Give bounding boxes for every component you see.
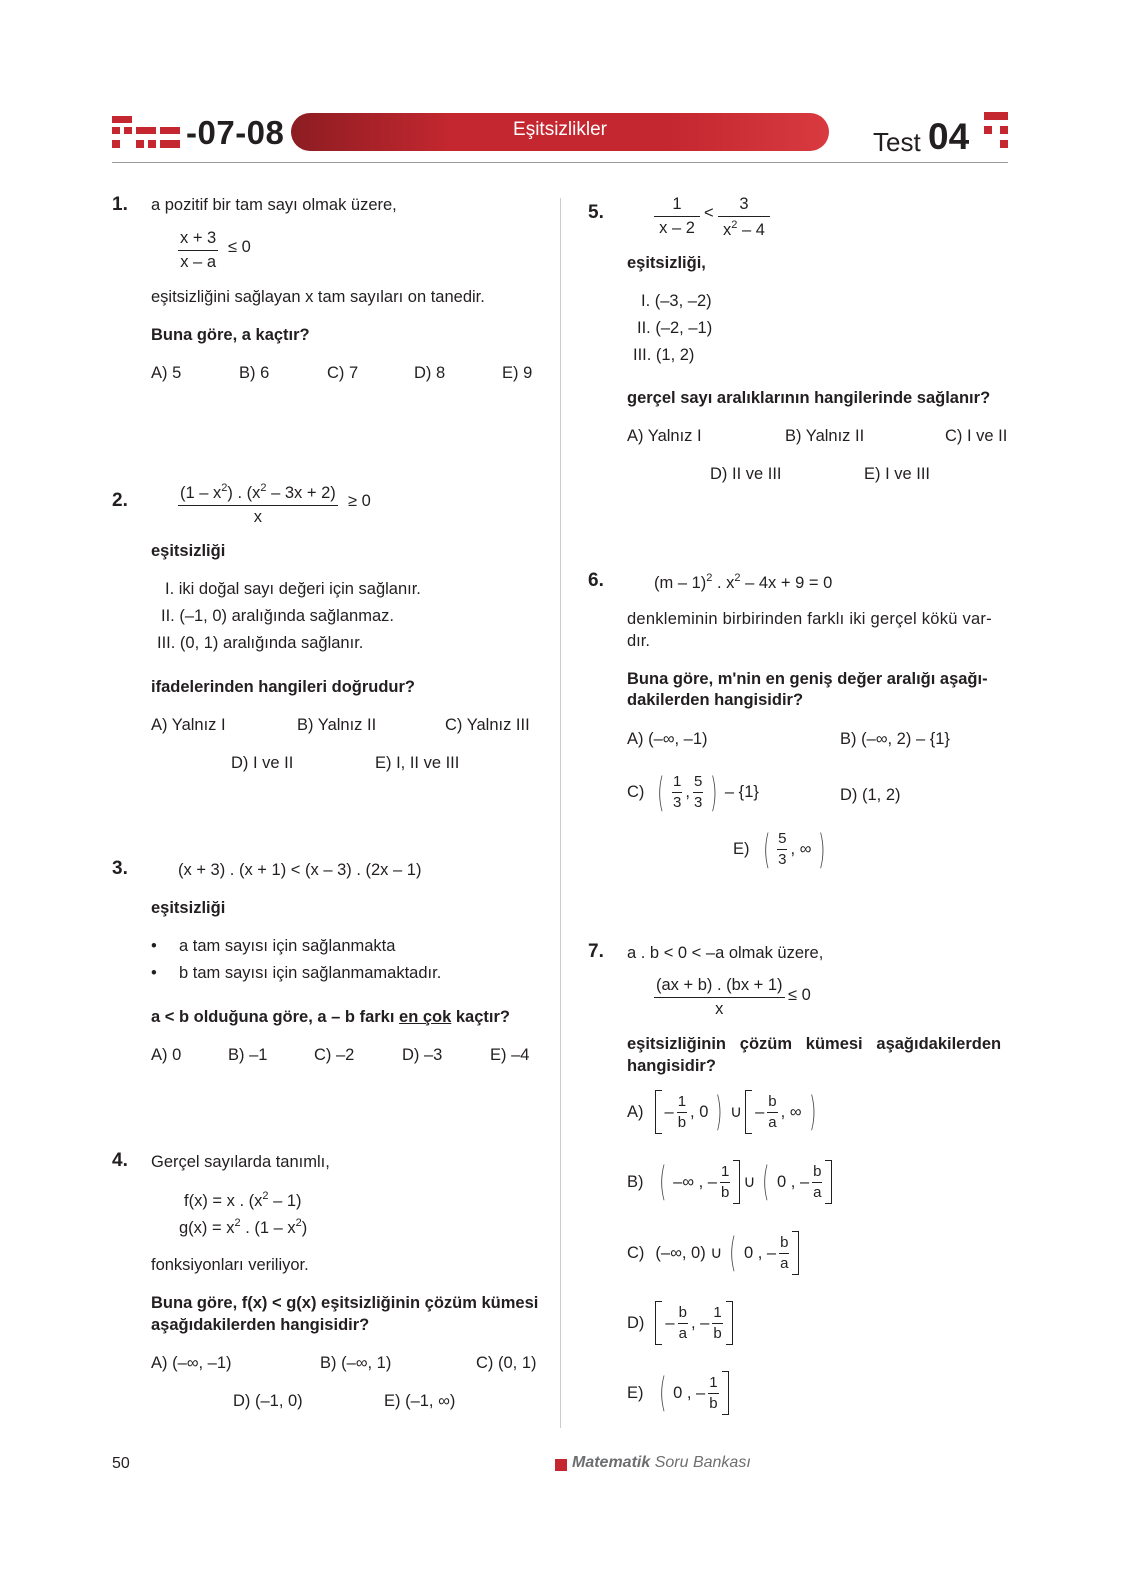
q4-g-definition: $g(x) = x^2$ . $(1 - x^2)$ [179, 1217, 308, 1237]
q2-question: ifadelerinden hangileri doğrudur? [151, 678, 416, 696]
denominator: x – a [180, 253, 216, 271]
q4-intro: Gerçel sayılarda tanımlı, [151, 1153, 330, 1171]
q1-fraction [178, 229, 218, 272]
option-a[interactable]: A) (–∞, –1) [627, 730, 708, 748]
q1-relation: ≤ 0 [228, 238, 251, 256]
q5-left-fraction [654, 195, 700, 238]
test-label: Test [873, 127, 921, 157]
q1-question: Buna göre, a kaçtır? [151, 326, 310, 344]
q3-label: eşitsizliği [151, 899, 226, 917]
option-a[interactable]: A) 5 [151, 364, 182, 382]
t-logo-icon [984, 112, 1008, 152]
option-e[interactable]: E) (–1, ∞) [384, 1392, 456, 1410]
numerator: x + 3 [178, 229, 218, 251]
numerator: $(1 - x^2)$ . $(x^2 - 3x + 2)$ [178, 482, 338, 506]
option-e[interactable]: E) –4 [490, 1046, 530, 1064]
q6-question-line2: dakilerden hangisidir? [627, 691, 804, 709]
option-d[interactable]: D) (–1, 0) [233, 1392, 303, 1410]
fraction: b a [780, 1233, 789, 1272]
q6-text-line1: denkleminin birbirinden farklı iki gerçel kökü var- [627, 610, 992, 628]
option-c[interactable]: C) 7 [327, 364, 359, 382]
option-a[interactable]: A) Yalnız I [627, 427, 702, 445]
q3-bullet-2: b tam sayısı için sağlanmamaktadır. [179, 964, 442, 982]
option-d[interactable]: D) –3 [402, 1046, 443, 1064]
q3-expression: (x + 3) . (x + 1) < (x – 3) . (2x – 1) [178, 861, 422, 879]
book-title: Matematik Soru Bankası [572, 1454, 751, 1471]
q5-label: eşitsizliği, [627, 254, 706, 272]
q7-fraction [654, 976, 785, 1019]
faz-logo [112, 112, 182, 152]
option-d[interactable]: D) I ve II [231, 754, 294, 772]
numerator: (ax + b) . (bx + 1) [654, 976, 785, 998]
option-e[interactable]: E) ( 5 3 , ∞ ) [733, 826, 826, 873]
q2-relation: ≥ 0 [348, 492, 371, 510]
option-e[interactable]: E) I, II ve III [375, 754, 460, 772]
option-b[interactable]: B) Yalnız II [297, 716, 377, 734]
page-title: Eşitsizlikler [513, 119, 607, 140]
question-number: 4. [112, 1150, 128, 1171]
numerator: 1 [654, 195, 700, 217]
q7-intro: a . b < 0 < –a olmak üzere, [627, 944, 824, 962]
option-b[interactable]: B) (–∞, 1) [320, 1354, 392, 1372]
fraction: 1 3 [673, 773, 682, 811]
option-c[interactable]: C) ( 1 3 , 5 3 ) – {1} [627, 769, 759, 816]
q7-question-line2: hangisidir? [627, 1057, 716, 1075]
numerator: 3 [718, 195, 770, 217]
option-b[interactable]: B) Yalnız II [785, 427, 865, 445]
q2-item-1: I. iki doğal sayı değeri için sağlanır. [165, 580, 421, 598]
column-divider [560, 198, 561, 1428]
q4-question-line1: Buna göre, f(x) < g(x) eşitsizliğinin çözüm kümesi [151, 1294, 539, 1312]
q6-equation: (m – 1)$^2$ . $x^2 - 4x + 9 = 0$ [654, 572, 833, 592]
option-d[interactable]: D) – b a , – 1 b [627, 1301, 733, 1345]
q5-relation: < [704, 204, 714, 222]
q5-item-3: III. (1, 2) [633, 346, 695, 364]
option-b[interactable]: B) ( –∞ , – 1 b ∪ ( 0 , – b a [627, 1160, 832, 1204]
q3-bullet-1: a tam sayısı için sağlanmakta [179, 937, 396, 955]
q5-item-2: II. (–2, –1) [637, 319, 713, 337]
option-d[interactable]: D) II ve III [710, 465, 782, 483]
question-number: 1. [112, 194, 128, 215]
fraction: 1 b [677, 1092, 687, 1131]
option-e[interactable]: E) I ve III [864, 465, 931, 483]
question-number: 2. [112, 490, 128, 511]
option-c[interactable]: C) I ve II [945, 427, 1008, 445]
fraction: b a [813, 1162, 822, 1201]
q7-question-line1: eşitsizliğinin çözüm kümesi aşağıdakilerden [627, 1035, 1002, 1053]
question-number: 7. [588, 941, 604, 962]
fraction: b a [678, 1303, 687, 1342]
option-a[interactable]: A) – 1 b , 0 ) ∪ – b a , ∞ ) [627, 1089, 816, 1135]
q5-question: gerçel sayı aralıklarının hangilerinde sağlanır? [627, 389, 991, 407]
option-d[interactable]: D) (1, 2) [840, 786, 901, 804]
option-c[interactable]: C) Yalnız III [445, 716, 530, 734]
q4-text: fonksiyonları veriliyor. [151, 1256, 309, 1274]
header-divider [112, 162, 1008, 163]
q2-label: eşitsizliği [151, 542, 226, 560]
fraction: 1 b [720, 1162, 730, 1201]
fraction: 1 b [709, 1373, 718, 1412]
option-e[interactable]: E) ( 0 , – 1 b [627, 1371, 729, 1415]
denominator: x [253, 508, 263, 526]
fraction: b a [768, 1092, 777, 1131]
question-number: 5. [588, 202, 604, 223]
q5-item-1: I. (–3, –2) [641, 292, 712, 310]
option-a[interactable]: A) Yalnız I [151, 716, 226, 734]
question-number: 6. [588, 570, 604, 591]
page-number: 50 [112, 1455, 130, 1472]
q2-item-2: II. (–1, 0) aralığında sağlanmaz. [161, 607, 394, 625]
fraction: 1 b [713, 1303, 722, 1342]
fraction: 5 3 [693, 773, 703, 811]
denominator: x – 2 [659, 219, 695, 237]
q3-question: a < b olduğuna göre, a – b farkı en çok kaçtır? [151, 1008, 510, 1026]
footer-square-icon [555, 1459, 567, 1471]
option-b[interactable]: B) –1 [228, 1046, 268, 1064]
option-b[interactable]: B) 6 [239, 364, 270, 382]
q5-right-fraction [718, 195, 770, 240]
option-c[interactable]: C) (0, 1) [476, 1354, 537, 1372]
q2-fraction [178, 482, 338, 527]
option-a[interactable]: A) (–∞, –1) [151, 1354, 232, 1372]
q1-intro: a pozitif bir tam sayı olmak üzere, [151, 196, 397, 214]
question-number: 3. [112, 858, 128, 879]
q7-relation: ≤ 0 [788, 986, 811, 1004]
q4-f-definition: f(x) = x . $(x^2 - 1)$ [184, 1190, 302, 1210]
chapter-code: -07-08 [186, 114, 285, 151]
fraction: 5 3 [778, 830, 787, 868]
option-c[interactable]: C) (–∞, 0) ∪ ( 0 , – b a [627, 1231, 799, 1275]
denominator: x [715, 1000, 724, 1018]
option-c[interactable]: C) –2 [314, 1046, 355, 1064]
bullet: • [151, 964, 157, 982]
option-a[interactable]: A) 0 [151, 1046, 182, 1064]
bullet: • [151, 937, 157, 955]
q6-text-line2: dır. [627, 632, 650, 650]
q1-text: eşitsizliğini sağlayan x tam sayıları on tanedir. [151, 288, 485, 306]
option-d[interactable]: D) 8 [414, 364, 446, 382]
option-b[interactable]: B) (–∞, 2) – {1} [840, 730, 950, 748]
denominator: $x^2 - 4$ [723, 219, 765, 239]
q2-item-3: III. (0, 1) aralığında sağlanır. [157, 634, 364, 652]
option-e[interactable]: E) 9 [502, 364, 533, 382]
q4-question-line2: aşağıdakilerden hangisidir? [151, 1316, 370, 1334]
test-number: 04 [928, 116, 970, 157]
q6-question-line1: Buna göre, m'nin en geniş değer aralığı aşağı- [627, 670, 988, 688]
